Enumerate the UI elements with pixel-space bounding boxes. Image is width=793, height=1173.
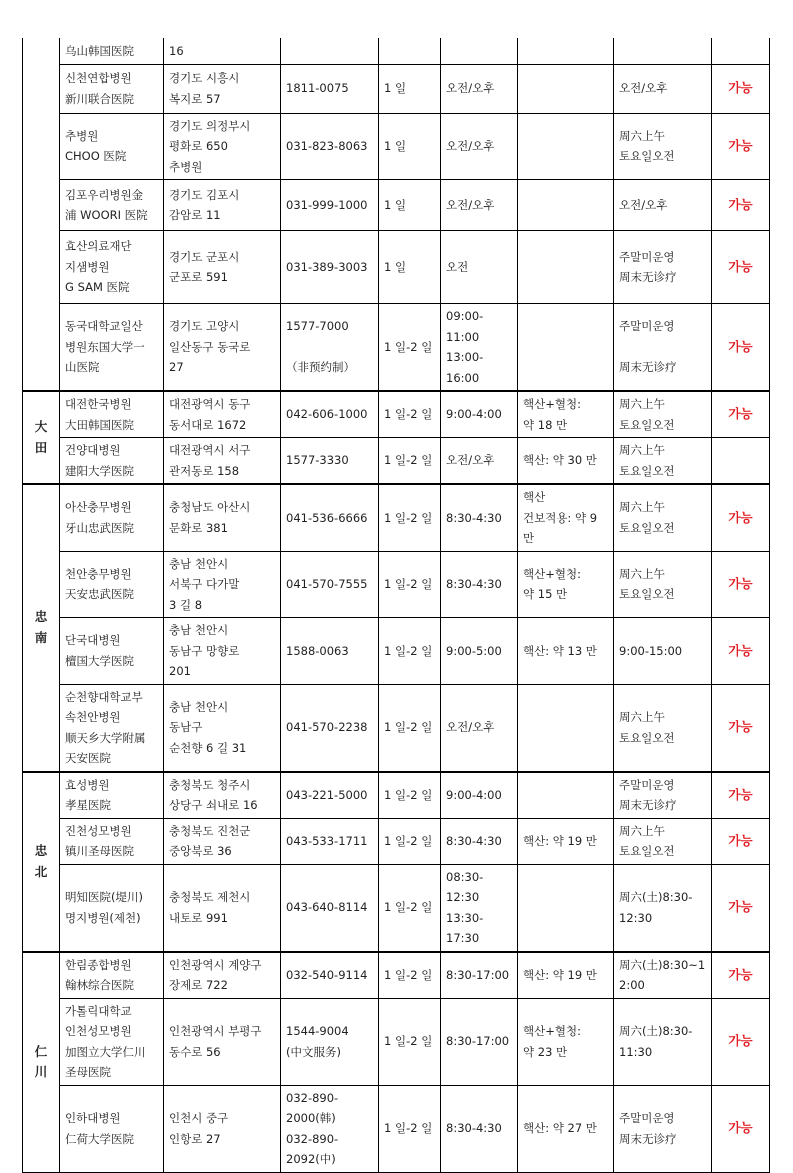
cost: [518, 38, 614, 64]
phone: 042-606-1000: [281, 391, 379, 438]
phone: 041-570-7555: [281, 551, 379, 618]
hours: 오전: [441, 231, 518, 304]
days: 1 일-2 일: [379, 864, 441, 952]
hours: 오전/오후: [441, 438, 518, 485]
hours: 08:30-12:30 13:30-17:30: [441, 864, 518, 952]
hours: 오전/오후: [441, 113, 518, 180]
phone: 1577-7000 （非预约制）: [281, 304, 379, 392]
days: 1 일-2 일: [379, 438, 441, 485]
region-incheon: 仁 川: [23, 952, 60, 1173]
address: 경기도 군포시 군포로 591: [164, 231, 281, 304]
address: 인천광역시 계양구 장제로 722: [164, 952, 281, 999]
region-chungnam: 忠 南: [23, 484, 60, 772]
hospital-name: 신천연합병원 新川联合医院: [60, 64, 164, 113]
address: 충청북도 진천군 중앙북로 36: [164, 818, 281, 864]
hours: 9:00-5:00: [441, 618, 518, 685]
weekend: 주말미운영 周末无诊疗: [614, 772, 712, 819]
address: 경기도 김포시 감암로 11: [164, 180, 281, 231]
address: 충남 천안시 동남구 순천향 6 길 31: [164, 684, 281, 772]
table-row: [23, 952, 770, 999]
cost: 핵산+혈청: 약 15 만: [518, 551, 614, 618]
phone: 043-533-1711: [281, 818, 379, 864]
weekend: 周六上午 토요일오전: [614, 484, 712, 551]
hospital-name: 대전한국병원 大田韩国医院: [60, 391, 164, 438]
status: 가능: [712, 64, 770, 113]
days: 1 일-2 일: [379, 484, 441, 551]
address: 충청북도 청주시 상당구 쇠내로 16: [164, 772, 281, 819]
hospital-name: 가톨릭대학교 인천성모병원 加图立大学仁川 圣母医院: [60, 998, 164, 1085]
hospital-name: 乌山韩国医院: [60, 38, 164, 64]
days: 1 일-2 일: [379, 304, 441, 392]
table-row: [23, 551, 770, 618]
status: 가능: [712, 684, 770, 772]
cost: [518, 113, 614, 180]
status: 가능: [712, 1085, 770, 1172]
address: 대전광역시 동구 동서대로 1672: [164, 391, 281, 438]
region-daejeon: 大 田: [23, 391, 60, 484]
table-row: [23, 391, 770, 438]
address: 경기도 의정부시 평화로 650 추병원: [164, 113, 281, 180]
region-cell: [23, 38, 60, 391]
status: 가능: [712, 391, 770, 438]
weekend: 周六(土)8:30~1 2:00: [614, 952, 712, 999]
table-row: [23, 304, 770, 392]
cost: 핵산 건보적용: 약 9 만: [518, 484, 614, 551]
weekend: 周六(土)8:30- 12:30: [614, 864, 712, 952]
hours: 8:30-4:30: [441, 551, 518, 618]
table-row: [23, 438, 770, 485]
hospital-table: [22, 38, 770, 1173]
hospital-name: 효성병원 孝星医院: [60, 772, 164, 819]
cost: [518, 864, 614, 952]
weekend: 주말미운영 周末无诊疗: [614, 304, 712, 392]
hours: 오전/오후: [441, 180, 518, 231]
status: 가능: [712, 818, 770, 864]
weekend: 周六上午 토요일오전: [614, 818, 712, 864]
phone: 043-221-5000: [281, 772, 379, 819]
address: 경기도 시흥시 복지로 57: [164, 64, 281, 113]
hours: 8:30-17:00: [441, 998, 518, 1085]
hours: 8:30-4:30: [441, 1085, 518, 1172]
phone: 1577-3330: [281, 438, 379, 485]
phone: 041-570-2238: [281, 684, 379, 772]
cost: 핵산+혈청: 약 18 만: [518, 391, 614, 438]
hospital-name: 건양대병원 建阳大学医院: [60, 438, 164, 485]
table-row: [23, 818, 770, 864]
days: [379, 38, 441, 64]
address: 인천광역시 부평구 동수로 56: [164, 998, 281, 1085]
address: 충청북도 제천시 내토로 991: [164, 864, 281, 952]
hospital-name: 明知医院(堤川) 명지병원(제천): [60, 864, 164, 952]
days: 1 일-2 일: [379, 818, 441, 864]
hours: 09:00-11:00 13:00-16:00: [441, 304, 518, 392]
days: 1 일-2 일: [379, 551, 441, 618]
weekend: 周六上午 토요일오전: [614, 438, 712, 485]
hospital-name: 순천향대학교부 속천안병원 顺天乡大学附属 天安医院: [60, 684, 164, 772]
hours: 오전/오후: [441, 64, 518, 113]
cost: [518, 64, 614, 113]
weekend: 周六上午 토요일오전: [614, 391, 712, 438]
hours: 9:00-4:00: [441, 391, 518, 438]
status: 가능: [712, 551, 770, 618]
hours: [441, 38, 518, 64]
days: 1 일-2 일: [379, 684, 441, 772]
hours: 오전/오후: [441, 684, 518, 772]
hours: 9:00-4:00: [441, 772, 518, 819]
hospital-name: 김포우리병원金 浦 WOORI 医院: [60, 180, 164, 231]
status: [712, 38, 770, 64]
table-row: [23, 618, 770, 685]
table-row: [23, 180, 770, 231]
address: 16: [164, 38, 281, 64]
hospital-name: 추병원 CHOO 医院: [60, 113, 164, 180]
status: 가능: [712, 304, 770, 392]
status: 가능: [712, 484, 770, 551]
status: 가능: [712, 618, 770, 685]
phone: 1811-0075: [281, 64, 379, 113]
days: 1 일-2 일: [379, 1085, 441, 1172]
table-row: [23, 231, 770, 304]
hospital-name: 아산충무병원 牙山忠武医院: [60, 484, 164, 551]
hospital-name: 효산의료재단 지샘병원 G SAM 医院: [60, 231, 164, 304]
status: 가능: [712, 998, 770, 1085]
weekend: 주말미운영 周末无诊疗: [614, 1085, 712, 1172]
hospital-name: 한림종합병원 翰林综合医院: [60, 952, 164, 999]
table-row: [23, 484, 770, 551]
phone: [281, 38, 379, 64]
weekend: 周六上午 토요일오전: [614, 113, 712, 180]
phone: 032-890- 2000(韩) 032-890- 2092(中): [281, 1085, 379, 1172]
status: [712, 438, 770, 485]
table-row: [23, 772, 770, 819]
address: 경기도 고양시 일산동구 동국로 27: [164, 304, 281, 392]
cost: [518, 231, 614, 304]
status: 가능: [712, 113, 770, 180]
address: 충남 천안시 서북구 다가말 3 길 8: [164, 551, 281, 618]
cost: 핵산+혈청: 약 23 만: [518, 998, 614, 1085]
table-row: [23, 1085, 770, 1172]
hospital-name: 진천성모병원 镇川圣母医院: [60, 818, 164, 864]
phone: 1588-0063: [281, 618, 379, 685]
weekend: 오전/오후: [614, 180, 712, 231]
address: 대전광역시 서구 관저동로 158: [164, 438, 281, 485]
days: 1 일: [379, 231, 441, 304]
days: 1 일-2 일: [379, 391, 441, 438]
address: 인천시 중구 인항로 27: [164, 1085, 281, 1172]
region-chungbuk: 忠 北: [23, 772, 60, 952]
status: 가능: [712, 180, 770, 231]
hospital-name: 동국대학교일산 병원东国大学一 山医院: [60, 304, 164, 392]
phone: 043-640-8114: [281, 864, 379, 952]
status: 가능: [712, 772, 770, 819]
hours: 8:30-17:00: [441, 952, 518, 999]
phone: 031-999-1000: [281, 180, 379, 231]
weekend: 周六(土)8:30- 11:30: [614, 998, 712, 1085]
table-row: [23, 864, 770, 952]
cost: [518, 772, 614, 819]
cost: [518, 304, 614, 392]
table-row: [23, 113, 770, 180]
weekend: 9:00-15:00: [614, 618, 712, 685]
cost: 핵산: 약 30 만: [518, 438, 614, 485]
phone: 031-823-8063: [281, 113, 379, 180]
days: 1 일-2 일: [379, 952, 441, 999]
days: 1 일: [379, 180, 441, 231]
days: 1 일-2 일: [379, 618, 441, 685]
phone: 041-536-6666: [281, 484, 379, 551]
days: 1 일-2 일: [379, 772, 441, 819]
hours: 8:30-4:30: [441, 484, 518, 551]
hospital-name: 인하대병원 仁荷大学医院: [60, 1085, 164, 1172]
status: 가능: [712, 952, 770, 999]
hours: 8:30-4:30: [441, 818, 518, 864]
status: 가능: [712, 864, 770, 952]
cost: [518, 180, 614, 231]
cost: 핵산: 약 19 만: [518, 818, 614, 864]
address: 충청남도 아산시 문화로 381: [164, 484, 281, 551]
address: 충남 천안시 동남구 망향로 201: [164, 618, 281, 685]
status: 가능: [712, 231, 770, 304]
phone: 032-540-9114: [281, 952, 379, 999]
weekend: 오전/오후: [614, 64, 712, 113]
table-row: [23, 38, 770, 64]
phone: 031-389-3003: [281, 231, 379, 304]
hospital-name: 단국대병원 檀国大学医院: [60, 618, 164, 685]
phone: 1544-9004 (中文服务): [281, 998, 379, 1085]
weekend: 주말미운영 周末无诊疗: [614, 231, 712, 304]
cost: [518, 684, 614, 772]
days: 1 일: [379, 113, 441, 180]
table-row: [23, 64, 770, 113]
table-row: [23, 998, 770, 1085]
hospital-name: 천안충무병원 天安忠武医院: [60, 551, 164, 618]
table-row: [23, 684, 770, 772]
cost: 핵산: 약 19 만: [518, 952, 614, 999]
cost: 핵산: 약 13 만: [518, 618, 614, 685]
days: 1 일: [379, 64, 441, 113]
weekend: [614, 38, 712, 64]
days: 1 일-2 일: [379, 998, 441, 1085]
weekend: 周六上午 토요일오전: [614, 551, 712, 618]
cost: 핵산: 약 27 만: [518, 1085, 614, 1172]
weekend: 周六上午 토요일오전: [614, 684, 712, 772]
